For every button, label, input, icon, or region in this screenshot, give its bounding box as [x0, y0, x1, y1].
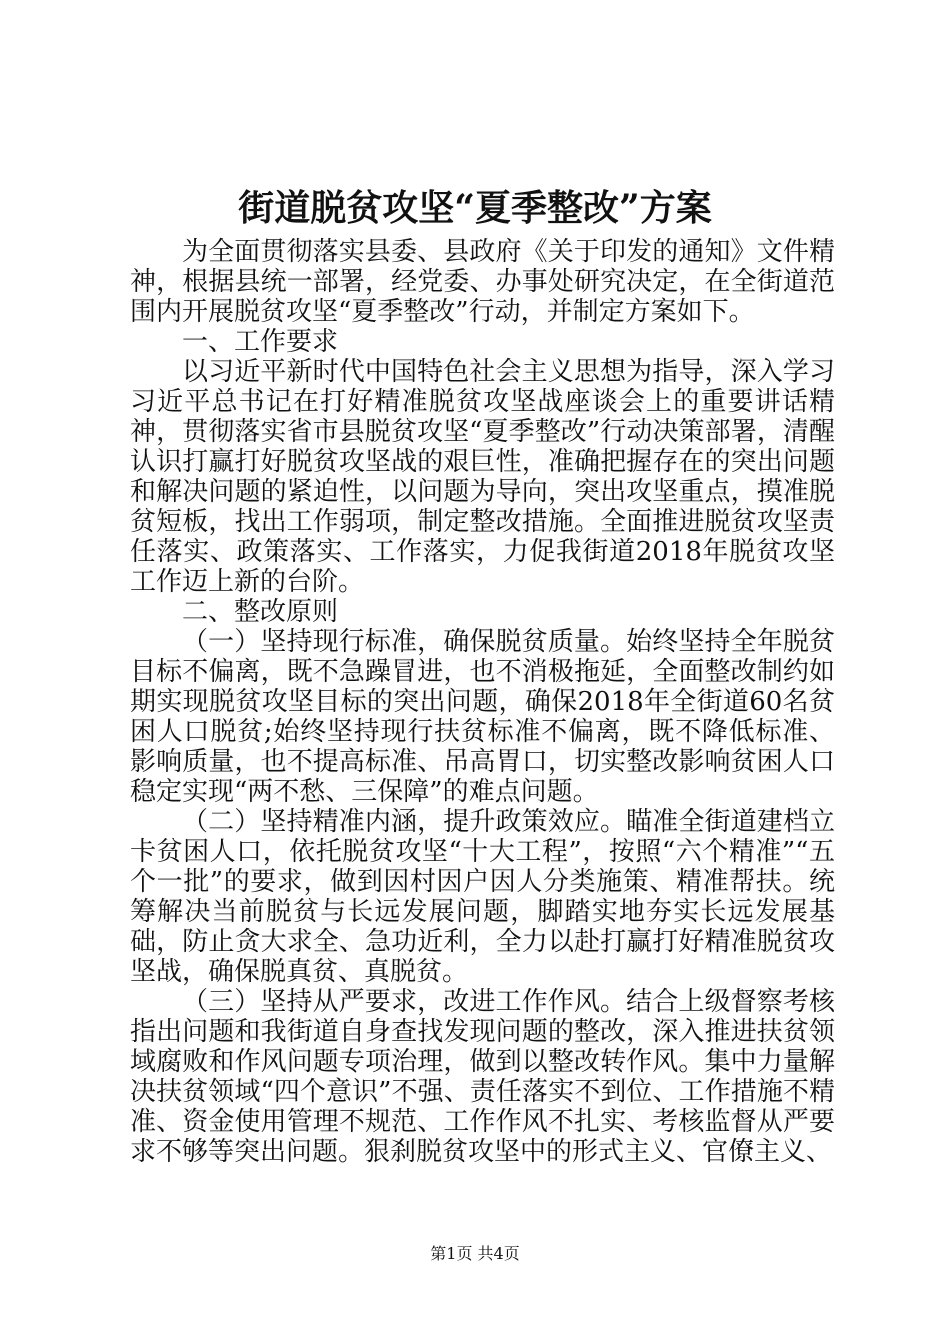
paragraph-principle-2: （二）坚持精准内涵，提升政策效应。瞄准全街道建档立卡贫困人口，依托脱贫攻坚“十大工程”，按照“六个精准”“五个一批”的要求，做到因村因户因人分类施策、精准帮扶。统筹解决当前脱贫与长远发展问题，脚踏实地夯实长远发展基础，防止贪大求全、急功近利，全力以赴打赢打好精准脱贫攻坚战，确保脱真贫、真脱贫。	[130, 807, 835, 987]
paragraph-work-requirements: 以习近平新时代中国特色社会主义思想为指导，深入学习习近平总书记在打好精准脱贫攻坚战座谈会上的重要讲话精神，贯彻落实省市县脱贫攻坚“夏季整改”行动决策部署，清醒认识打赢打好脱贫攻坚战的艰巨性，准确把握存在的突出问题和解决问题的紧迫性，以问题为导向，突出攻坚重点，摸准脱贫短板，找出工作弱项，制定整改措施。全面推进脱贫攻坚责任落实、政策落实、工作落实，力促我街道2018年脱贫攻坚工作迈上新的台阶。	[130, 357, 835, 597]
paragraph-principle-3: （三）坚持从严要求，改进工作作风。结合上级督察考核指出问题和我街道自身查找发现问题的整改，深入推进扶贫领域腐败和作风问题专项治理，做到以整改转作风。集中力量解决扶贫领域“四个意识”不强、责任落实不到位、工作措施不精准、资金使用管理不规范、工作作风不扎实、考核监督从严要求不够等突出问题。狠刹脱贫攻坚中的形式主义、官僚主义、	[130, 987, 835, 1167]
page-footer: 第1页 共4页	[430, 1244, 520, 1263]
paragraph-principle-1: （一）坚持现行标准，确保脱贫质量。始终坚持全年脱贫目标不偏离，既不急躁冒进，也不消极拖延，全面整改制约如期实现脱贫攻坚目标的突出问题，确保2018年全街道60名贫困人口脱贫;始终坚持现行扶贫标准不偏离，既不降低标准、影响质量，也不提高标准、吊高胃口，切实整改影响贫困人口稳定实现“两不愁、三保障”的难点问题。	[130, 627, 835, 807]
document-body	[130, 237, 835, 1167]
document-title: 街道脱贫攻坚“夏季整改”方案	[238, 187, 712, 229]
section-heading-work-requirements: 一、工作要求	[182, 327, 339, 357]
paragraph-intro: 为全面贯彻落实县委、县政府《关于印发的通知》文件精神，根据县统一部署，经党委、办事处研究决定，在全街道范围内开展脱贫攻坚“夏季整改”行动，并制定方案如下。	[130, 237, 835, 327]
section-heading-rectification-principles: 二、整改原则	[182, 597, 339, 627]
